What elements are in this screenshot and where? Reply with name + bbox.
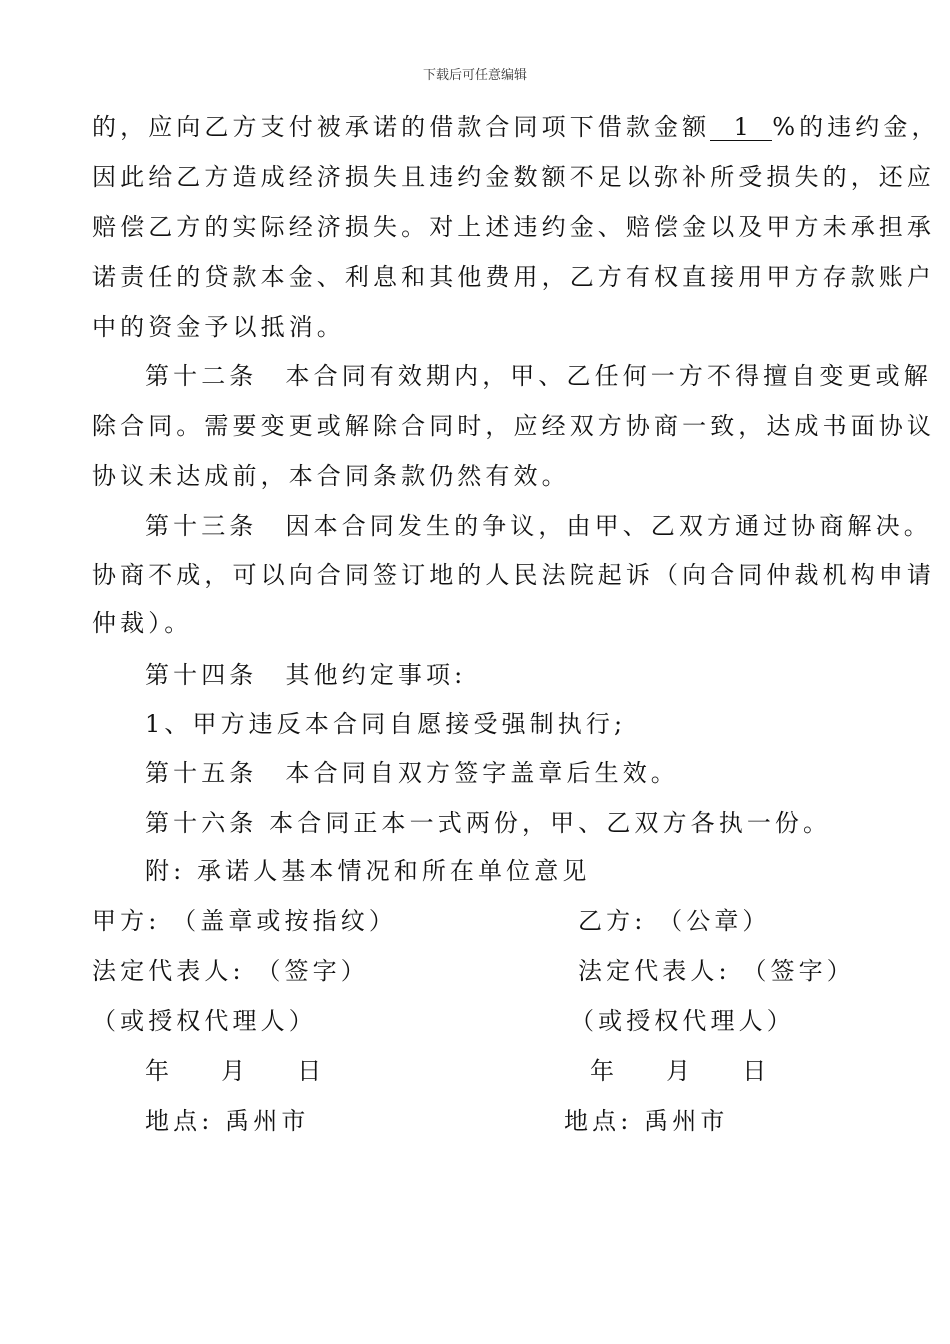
party-b-date	[590, 1056, 770, 1086]
attachment-note: 附: 承诺人基本情况和所在单位意见	[145, 857, 591, 885]
party-a-agent: （或授权代理人）	[92, 1007, 317, 1035]
party-a-representative: 法定代表人: （签字）	[92, 957, 369, 985]
year-label: 年	[145, 1057, 174, 1085]
article-line: 协议未达成前，本合同条款仍然有效。	[92, 462, 570, 490]
party-b-representative: 法定代表人: （签字）	[578, 957, 855, 985]
penalty-percentage-blank: 1	[710, 114, 772, 141]
article-line: 协商不成，可以向合同签订地的人民法院起诉（向合同仲裁机构申请	[92, 561, 935, 589]
paragraph-text: 的，应向乙方支付被承诺的借款合同项下借款金额	[92, 113, 711, 141]
paragraph-line: 因此给乙方造成经济损失且违约金数额不足以弥补所受损失的，还应	[92, 163, 935, 191]
party-a-label: 甲方: （盖章或按指纹）	[92, 907, 397, 935]
party-b-agent: （或授权代理人）	[570, 1007, 795, 1035]
month-label: 月	[221, 1057, 250, 1085]
day-label: 日	[742, 1057, 771, 1085]
article-title: 第十四条 其他约定事项:	[145, 661, 467, 689]
paragraph-text: %的违约金，	[772, 113, 940, 141]
paragraph-line: 中的资金予以抵消。	[92, 313, 345, 341]
article-line: 仲裁）。	[92, 609, 193, 637]
article-line: 第十三条 因本合同发生的争议，由甲、乙双方通过协商解决。	[145, 512, 932, 540]
article-15: 第十五条 本合同自双方签字盖章后生效。	[145, 759, 679, 787]
party-a-place: 地点: 禹州市	[145, 1107, 310, 1135]
year-label: 年	[590, 1057, 619, 1085]
paragraph-line: 赔偿乙方的实际经济损失。对上述违约金、赔偿金以及甲方未承担承	[92, 213, 935, 241]
paragraph-line	[92, 112, 940, 142]
page-header: 下载后可任意编辑	[422, 68, 527, 83]
article-line: 除合同。需要变更或解除合同时，应经双方协商一致，达成书面协议	[92, 412, 935, 440]
article-line: 第十二条 本合同有效期内，甲、乙任何一方不得擅自变更或解	[145, 362, 932, 390]
paragraph-line: 诺责任的贷款本金、利息和其他费用，乙方有权直接用甲方存款账户	[92, 263, 935, 291]
month-label: 月	[666, 1057, 695, 1085]
day-label: 日	[297, 1057, 326, 1085]
party-b-place: 地点: 禹州市	[564, 1107, 729, 1135]
article-item: 1、甲方违反本合同自愿接受强制执行;	[145, 710, 627, 738]
article-16: 第十六条 本合同正本一式两份，甲、乙双方各执一份。	[145, 809, 832, 837]
party-b-label: 乙方: （公章）	[578, 907, 771, 935]
party-a-date	[145, 1056, 325, 1086]
